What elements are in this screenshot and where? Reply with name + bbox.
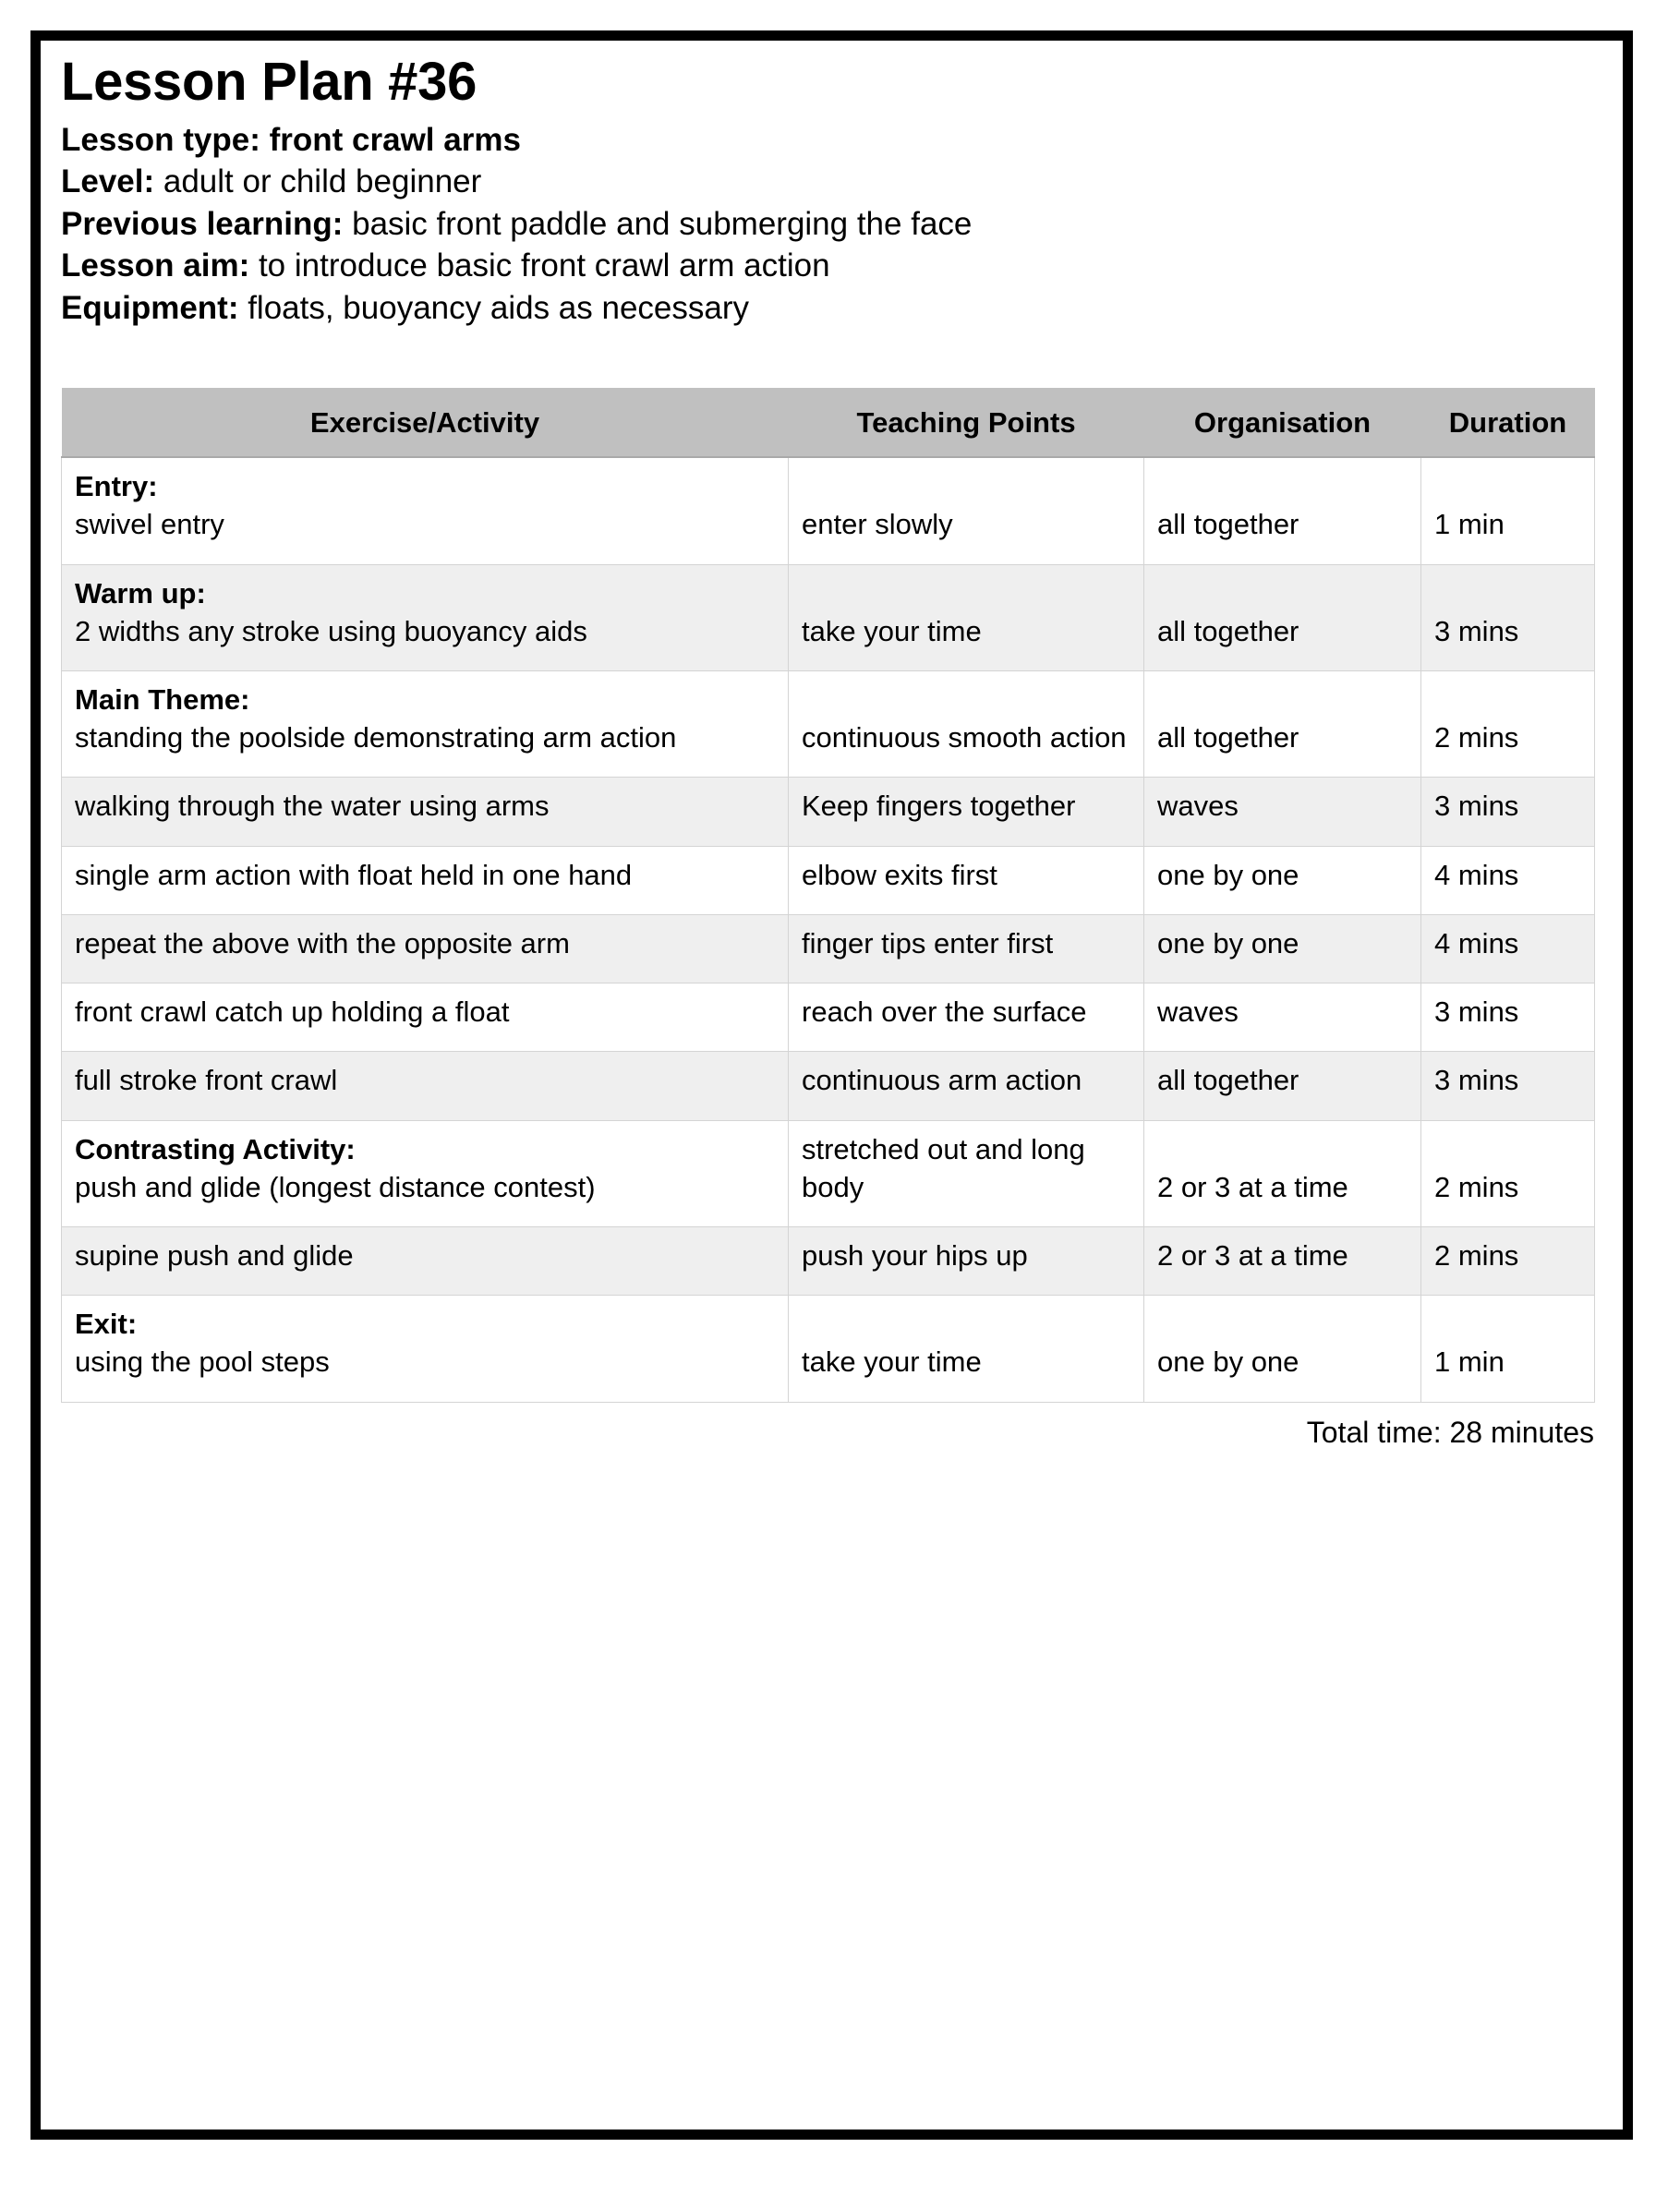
cell-duration: 3 mins [1421,778,1595,846]
cell-teaching-points: elbow exits first [789,846,1144,914]
meta-value: adult or child beginner [154,163,482,200]
cell-exercise [62,1120,789,1226]
meta-label: Equipment: [61,289,239,326]
cell-teaching-points: continuous arm action [789,1052,1144,1120]
column-header-exercise: Exercise/Activity [62,388,789,457]
cell-exercise [62,846,789,914]
cell-exercise-text: swivel entry [75,508,224,541]
lesson-plan-table [61,388,1595,1403]
table-header [62,388,1595,457]
page-title: Lesson Plan #36 [61,52,477,112]
cell-duration: 1 min [1421,457,1595,564]
meta-label: Lesson type: [61,121,260,158]
cell-teaching-points: take your time [789,1296,1144,1402]
cell-exercise-text: push and glide (longest distance contest) [75,1170,596,1203]
meta-line-2 [61,203,1602,246]
cell-exercise [62,457,789,564]
cell-organisation: all together [1144,457,1421,564]
cell-exercise-text: supine push and glide [75,1238,354,1272]
cell-exercise-heading: Exit: [75,1308,138,1341]
cell-exercise-text: full stroke front crawl [75,1064,338,1097]
meta-value: to introduce basic front crawl arm action [249,247,830,284]
table-row [62,564,1595,670]
cell-teaching-points: stretched out and long body [789,1120,1144,1226]
cell-organisation: all together [1144,564,1421,670]
cell-exercise [62,914,789,983]
meta-line-3 [61,245,1602,287]
cell-duration: 2 mins [1421,1120,1595,1226]
cell-exercise [62,1296,789,1402]
meta-value: basic front paddle and submerging the face [343,205,973,242]
cell-exercise-text: single arm action with float held in one hand [75,858,633,891]
meta-line-1 [61,161,1602,203]
cell-exercise-heading: Main Theme: [75,683,250,716]
cell-exercise-heading: Entry: [75,470,158,503]
meta-value: floats, buoyancy aids as necessary [238,289,749,326]
table-row [62,846,1595,914]
page-content [41,41,1623,2130]
cell-organisation: all together [1144,671,1421,778]
table-row [62,1296,1595,1402]
table-row [62,983,1595,1052]
cell-teaching-points: Keep fingers together [789,778,1144,846]
cell-exercise [62,983,789,1052]
table-body [62,457,1595,1402]
cell-exercise [62,564,789,670]
cell-duration: 3 mins [1421,1052,1595,1120]
cell-exercise [62,1226,789,1295]
cell-organisation: waves [1144,778,1421,846]
meta-line-0 [61,119,1602,162]
cell-teaching-points: reach over the surface [789,983,1144,1052]
meta-line-4 [61,287,1602,330]
cell-duration: 4 mins [1421,914,1595,983]
column-header-teaching-points: Teaching Points [789,388,1144,457]
cell-duration: 3 mins [1421,564,1595,670]
cell-exercise-heading: Contrasting Activity: [75,1132,356,1165]
cell-exercise-text: repeat the above with the opposite arm [75,926,570,959]
table-row [62,671,1595,778]
cell-exercise [62,778,789,846]
table-header-row [62,388,1595,457]
meta-value: front crawl arms [260,121,521,158]
cell-duration: 2 mins [1421,671,1595,778]
table-row [62,457,1595,564]
header-spacer [61,329,1602,388]
cell-organisation: 2 or 3 at a time [1144,1226,1421,1295]
cell-organisation: one by one [1144,846,1421,914]
cell-exercise [62,1052,789,1120]
cell-teaching-points: enter slowly [789,457,1144,564]
table-row [62,778,1595,846]
cell-exercise-text: standing the poolside demonstrating arm action [75,721,677,754]
cell-organisation: waves [1144,983,1421,1052]
meta-label: Level: [61,163,155,200]
cell-organisation: one by one [1144,1296,1421,1402]
total-time-label: Total time: 28 minutes [1306,1415,1594,1449]
meta-label: Lesson aim: [61,247,250,284]
cell-organisation: 2 or 3 at a time [1144,1120,1421,1226]
cell-exercise-text: using the pool steps [75,1345,330,1379]
cell-exercise-text: front crawl catch up holding a float [75,995,510,1029]
cell-exercise [62,671,789,778]
cell-duration: 4 mins [1421,846,1595,914]
cell-exercise-text: 2 widths any stroke using buoyancy aids [75,614,587,647]
lesson-plan-page [30,30,1633,2140]
meta-label: Previous learning: [61,205,344,242]
cell-exercise-heading: Warm up: [75,576,206,609]
column-header-organisation: Organisation [1144,388,1421,457]
table-row [62,1052,1595,1120]
cell-duration: 3 mins [1421,983,1595,1052]
cell-teaching-points: continuous smooth action [789,671,1144,778]
table-row [62,1120,1595,1226]
cell-duration: 1 min [1421,1296,1595,1402]
cell-exercise-text: walking through the water using arms [75,790,550,823]
cell-organisation: one by one [1144,914,1421,983]
lesson-meta-block [61,119,1602,330]
table-row [62,914,1595,983]
cell-organisation: all together [1144,1052,1421,1120]
cell-teaching-points: finger tips enter first [789,914,1144,983]
column-header-duration: Duration [1421,388,1595,457]
table-row [62,1226,1595,1295]
cell-teaching-points: take your time [789,564,1144,670]
cell-duration: 2 mins [1421,1226,1595,1295]
cell-teaching-points: push your hips up [789,1226,1144,1295]
